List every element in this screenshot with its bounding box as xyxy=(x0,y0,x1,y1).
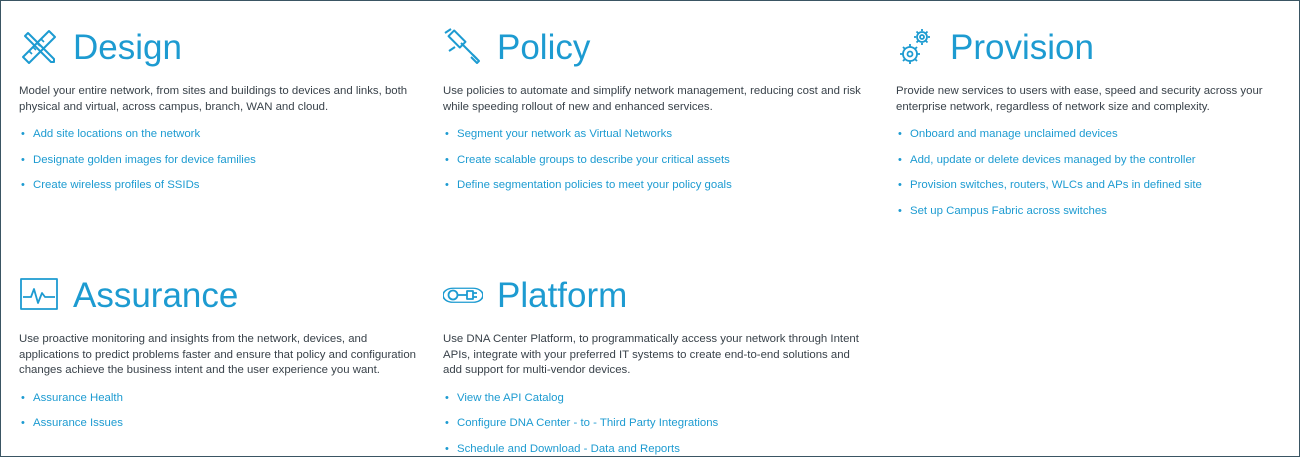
platform-links xyxy=(443,391,863,467)
list-item xyxy=(19,153,419,179)
policy-link-virtual-networks[interactable]: Segment your network as Virtual Networks xyxy=(457,127,672,141)
plug-connector-icon[interactable] xyxy=(443,274,485,316)
provision-link-campus-fabric[interactable]: Set up Campus Fabric across switches xyxy=(910,204,1107,218)
assurance-title[interactable]: Assurance xyxy=(73,278,238,313)
bullet-icon: • xyxy=(19,416,33,430)
gavel-icon[interactable] xyxy=(443,26,485,68)
list-item xyxy=(443,442,863,467)
bullet-icon: • xyxy=(443,178,457,192)
gears-icon[interactable] xyxy=(896,26,938,68)
list-item xyxy=(443,153,863,179)
policy-description: Use policies to automate and simplify network management, reducing cost and risk while speeding rollout of new and enhanced services. xyxy=(443,84,863,115)
list-item xyxy=(19,391,419,417)
platform-card xyxy=(443,266,863,467)
list-item xyxy=(443,127,863,153)
design-description: Model your entire network, from sites and buildings to devices and links, both physical and virtual, across campus, branch, WAN and cloud. xyxy=(19,84,419,115)
design-links xyxy=(19,127,419,204)
provision-title[interactable]: Provision xyxy=(950,30,1094,65)
bullet-icon: • xyxy=(896,153,910,167)
design-tools-icon[interactable] xyxy=(19,26,61,68)
list-item xyxy=(443,178,863,204)
policy-link-segmentation[interactable]: Define segmentation policies to meet your policy goals xyxy=(457,178,732,192)
assurance-link-issues[interactable]: Assurance Issues xyxy=(33,416,123,430)
bullet-icon: • xyxy=(896,127,910,141)
bullet-icon: • xyxy=(19,127,33,141)
list-item xyxy=(896,204,1291,230)
bullet-icon: • xyxy=(443,416,457,430)
provision-link-onboard[interactable]: Onboard and manage unclaimed devices xyxy=(910,127,1118,141)
bullet-icon: • xyxy=(19,391,33,405)
design-link-golden-images[interactable]: Designate golden images for device families xyxy=(33,153,256,167)
assurance-card xyxy=(19,266,419,442)
bullet-icon: • xyxy=(896,178,910,192)
platform-header xyxy=(443,266,863,324)
policy-header xyxy=(443,18,863,76)
list-item xyxy=(19,127,419,153)
platform-description: Use DNA Center Platform, to programmatically access your network through Intent APIs, integrate with your preferred IT systems to create end-to-end solutions and add support for multi-vendor devices. xyxy=(443,332,863,379)
policy-links xyxy=(443,127,863,204)
assurance-description: Use proactive monitoring and insights from the network, devices, and applications to predict problems faster and ensure that policy and configuration changes achieve the business intent and the user experience you want. xyxy=(19,332,419,379)
platform-link-reports[interactable]: Schedule and Download - Data and Reports xyxy=(457,442,680,456)
provision-card xyxy=(896,18,1291,229)
platform-link-integrations[interactable]: Configure DNA Center - to - Third Party Integrations xyxy=(457,416,718,430)
list-item xyxy=(443,391,863,417)
design-link-wireless-profiles[interactable]: Create wireless profiles of SSIDs xyxy=(33,178,200,192)
assurance-header xyxy=(19,266,419,324)
platform-title[interactable]: Platform xyxy=(497,278,627,313)
design-card xyxy=(19,18,419,204)
bullet-icon: • xyxy=(19,153,33,167)
list-item xyxy=(896,153,1291,179)
bullet-icon: • xyxy=(19,178,33,192)
policy-card xyxy=(443,18,863,204)
assurance-links xyxy=(19,391,419,442)
list-item xyxy=(896,178,1291,204)
assurance-link-health[interactable]: Assurance Health xyxy=(33,391,123,405)
design-title[interactable]: Design xyxy=(73,30,182,65)
provision-links xyxy=(896,127,1291,229)
platform-link-api-catalog[interactable]: View the API Catalog xyxy=(457,391,564,405)
bullet-icon: • xyxy=(443,442,457,456)
bullet-icon: • xyxy=(443,391,457,405)
provision-link-provision-site[interactable]: Provision switches, routers, WLCs and APs in defined site xyxy=(910,178,1202,192)
list-item xyxy=(896,127,1291,153)
provision-description: Provide new services to users with ease, speed and security across your enterprise network, regardless of network size and complexity. xyxy=(896,84,1291,115)
pulse-monitor-icon[interactable] xyxy=(19,274,61,316)
list-item xyxy=(19,178,419,204)
policy-title[interactable]: Policy xyxy=(497,30,590,65)
design-header xyxy=(19,18,419,76)
provision-link-manage-devices[interactable]: Add, update or delete devices managed by the controller xyxy=(910,153,1196,167)
bullet-icon: • xyxy=(443,153,457,167)
provision-header xyxy=(896,18,1291,76)
bullet-icon: • xyxy=(896,204,910,218)
list-item xyxy=(19,416,419,442)
bullet-icon: • xyxy=(443,127,457,141)
design-link-add-sites[interactable]: Add site locations on the network xyxy=(33,127,200,141)
list-item xyxy=(443,416,863,442)
policy-link-scalable-groups[interactable]: Create scalable groups to describe your critical assets xyxy=(457,153,730,167)
